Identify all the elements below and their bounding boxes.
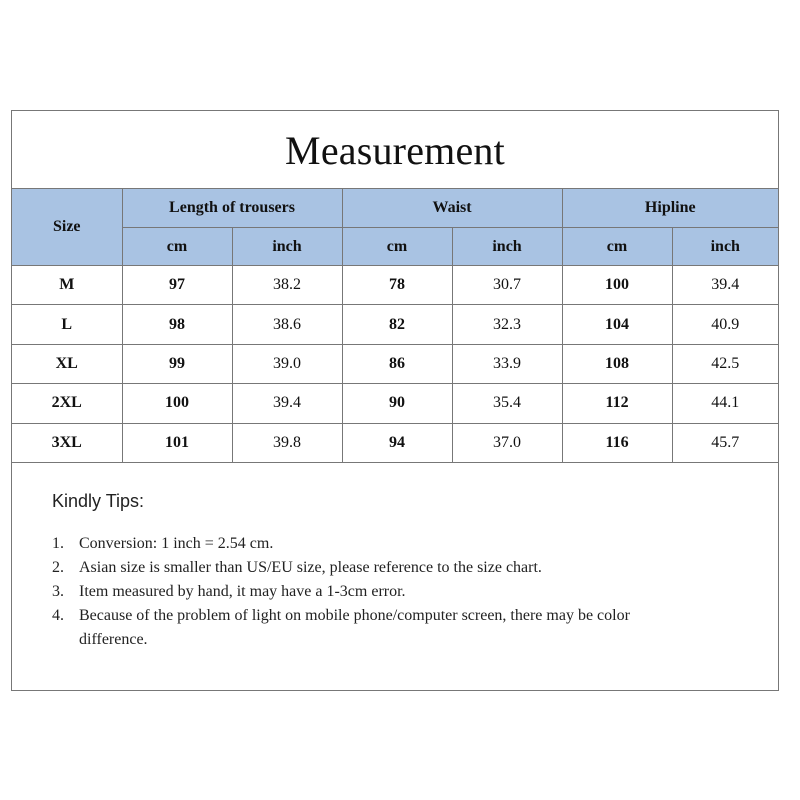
length-cm-cell: 99 — [122, 344, 232, 383]
waist-cm-cell: 86 — [342, 344, 452, 383]
unit-header: cm — [342, 228, 452, 266]
waist-cm-cell: 90 — [342, 384, 452, 423]
table-row — [12, 344, 778, 383]
size-column-header: Size — [12, 189, 122, 266]
hipline-inch-cell: 39.4 — [672, 266, 778, 305]
hipline-inch-cell: 44.1 — [672, 384, 778, 423]
length-cm-cell: 100 — [122, 384, 232, 423]
waist-inch-cell: 33.9 — [452, 344, 562, 383]
length-inch-cell: 39.4 — [232, 384, 342, 423]
size-table — [12, 188, 778, 463]
unit-header: cm — [562, 228, 672, 266]
size-cell: M — [12, 266, 122, 305]
tips-heading: Kindly Tips: — [52, 491, 145, 511]
table-row — [12, 305, 778, 344]
hipline-cm-cell: 108 — [562, 344, 672, 383]
chart-title: Measurement — [285, 127, 505, 173]
waist-cm-cell: 78 — [342, 266, 452, 305]
unit-header: inch — [672, 228, 778, 266]
waist-inch-cell: 37.0 — [452, 423, 562, 462]
waist-inch-cell: 35.4 — [452, 384, 562, 423]
waist-inch-cell: 30.7 — [452, 266, 562, 305]
tips-list — [52, 532, 752, 652]
hipline-cm-cell: 104 — [562, 305, 672, 344]
length-cm-cell: 97 — [122, 266, 232, 305]
length-inch-cell: 38.6 — [232, 305, 342, 344]
tip-number: 1. — [52, 535, 64, 552]
tip-number: 2. — [52, 559, 64, 576]
waist-group-header: Waist — [342, 189, 562, 228]
size-cell: XL — [12, 344, 122, 383]
length-inch-cell: 39.0 — [232, 344, 342, 383]
list-item — [52, 604, 752, 652]
length-group-header: Length of trousers — [122, 189, 342, 228]
list-item — [52, 580, 752, 604]
unit-header: cm — [122, 228, 232, 266]
hipline-inch-cell: 40.9 — [672, 305, 778, 344]
length-inch-cell: 39.8 — [232, 423, 342, 462]
table-row — [12, 266, 778, 305]
hipline-cm-cell: 112 — [562, 384, 672, 423]
length-cm-cell: 101 — [122, 423, 232, 462]
length-cm-cell: 98 — [122, 305, 232, 344]
waist-inch-cell: 32.3 — [452, 305, 562, 344]
size-cell: 2XL — [12, 384, 122, 423]
table-row — [12, 384, 778, 423]
size-cell: L — [12, 305, 122, 344]
list-item — [52, 556, 752, 580]
list-item — [52, 532, 752, 556]
unit-header: inch — [232, 228, 342, 266]
hipline-cm-cell: 100 — [562, 266, 672, 305]
tip-text: Item measured by hand, it may have a 1-3cm error. — [79, 583, 406, 600]
tip-number: 4. — [52, 607, 64, 624]
tip-text: Conversion: 1 inch = 2.54 cm. — [79, 535, 274, 552]
length-inch-cell: 38.2 — [232, 266, 342, 305]
hipline-inch-cell: 42.5 — [672, 344, 778, 383]
size-cell: 3XL — [12, 423, 122, 462]
table-row — [12, 423, 778, 462]
size-chart-frame — [11, 110, 779, 691]
hipline-cm-cell: 116 — [562, 423, 672, 462]
hipline-group-header: Hipline — [562, 189, 778, 228]
waist-cm-cell: 94 — [342, 423, 452, 462]
tip-number: 3. — [52, 583, 64, 600]
tip-text: Asian size is smaller than US/EU size, please reference to the size chart. — [79, 559, 542, 576]
hipline-inch-cell: 45.7 — [672, 423, 778, 462]
tips-section — [52, 491, 752, 652]
waist-cm-cell: 82 — [342, 305, 452, 344]
unit-header: inch — [452, 228, 562, 266]
tip-text: Because of the problem of light on mobile phone/computer screen, there may be color difference. — [79, 607, 630, 648]
